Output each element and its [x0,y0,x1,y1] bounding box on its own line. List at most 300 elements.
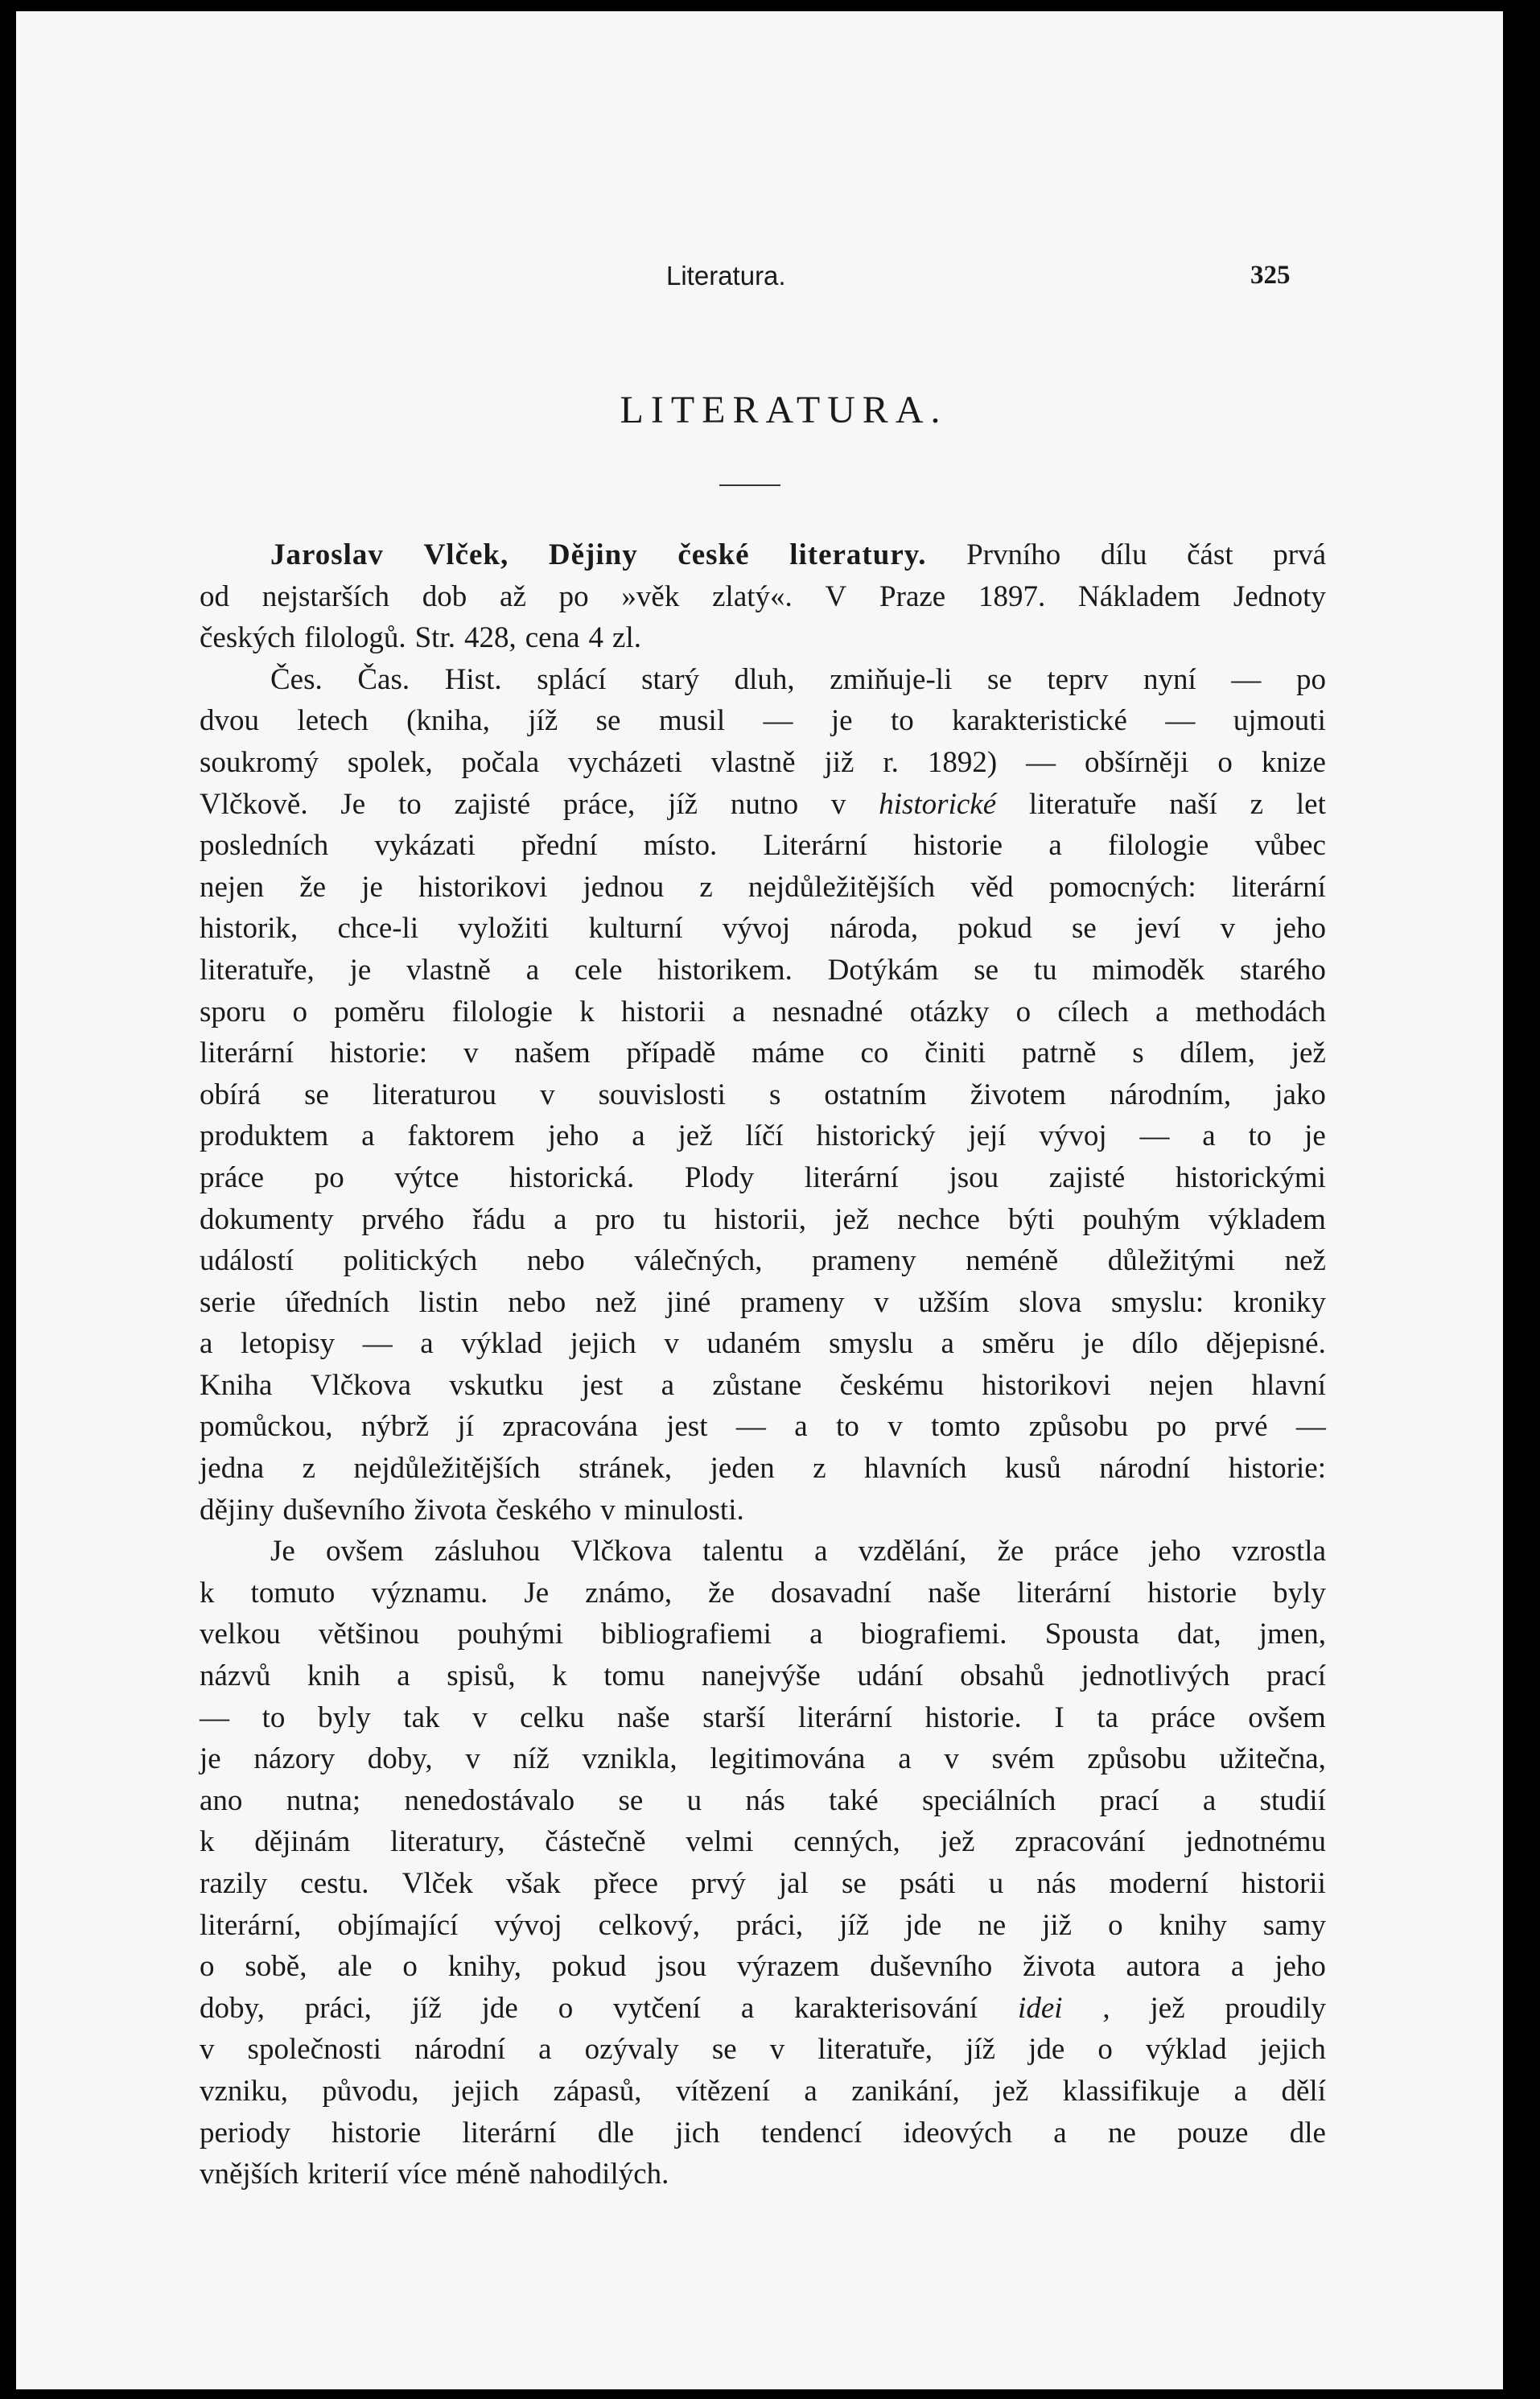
word: je [830,704,853,738]
word: nahodilých. [529,2158,669,2191]
word: a [941,1327,954,1361]
word: Čas. [357,662,410,696]
word: Nákladem [1078,579,1201,613]
word: z [302,1452,315,1486]
word: letech [297,704,369,738]
word: dějinám [254,1825,351,1859]
word: část [1187,538,1233,571]
word: speciálních [921,1783,1056,1817]
page-number: 325 [1250,261,1291,290]
text-line [200,1905,1326,1947]
word: ideových [903,2116,1013,2150]
citation-word: literatury. [789,538,927,571]
word: nás [1036,1867,1077,1900]
word: jich [675,2116,720,2150]
word: produktem [200,1119,329,1153]
word: o [1108,1908,1123,1942]
word: Vlčkova [570,1535,672,1568]
word: poměru [334,995,426,1028]
word: Kniha [200,1368,273,1402]
word: »věk [621,579,680,613]
word: (kniha, [406,704,490,738]
word: karakteristické [952,704,1127,738]
word: výrazem [736,1950,840,1984]
title-rule [719,484,780,486]
word: od [200,579,229,613]
word: a [809,1618,823,1651]
text-line [200,950,1326,991]
word: již [824,745,854,779]
word: autora [1126,1950,1200,1984]
word: pomůckou, [200,1410,333,1444]
word: zlatý«. [712,579,793,613]
word: historikovi [982,1368,1111,1402]
word: let [1295,787,1326,821]
word: V [825,579,847,613]
word: nebo [508,1285,566,1319]
word: prvý [691,1867,746,1900]
word: však [506,1867,561,1900]
word: níž [513,1742,550,1776]
text-line [200,2029,1326,2071]
word: pouhými [457,1618,564,1651]
word: I [1054,1700,1064,1734]
word: tak [403,1700,440,1734]
word: nesnadné [772,995,883,1028]
word: dvou [200,704,259,738]
word: důležitými [1107,1244,1236,1278]
word: biografiemi. [860,1618,1007,1651]
word: je [1304,1119,1326,1153]
word: spisů, [447,1659,516,1693]
word: jíž [668,787,698,821]
word: významu. [371,1576,488,1610]
word: — [1026,745,1056,779]
word: literární [1016,1576,1112,1610]
word: literární [797,1700,892,1734]
text-line [200,1240,1326,1282]
word: — [1139,1119,1170,1153]
word: listin [418,1285,479,1319]
word: obšírněji [1084,745,1189,779]
word: a [361,1119,375,1153]
word: a [1202,1783,1217,1817]
text-line [200,1157,1326,1199]
text-line [200,576,1326,618]
word: o [200,1950,215,1984]
word: Plody [684,1160,755,1194]
word: jeho [1274,1950,1326,1984]
word: jeho [1274,912,1326,946]
word: jsou [949,1160,999,1194]
word: duševního [282,1493,406,1527]
word: národa, [830,912,919,946]
word: Str. [414,621,455,655]
word: již [1042,1908,1073,1942]
word: doby, [367,1742,433,1776]
word: dle [1289,2116,1326,2150]
word: více [397,2158,447,2191]
word: vytčení [613,1991,701,2025]
word: býti [1008,1202,1055,1236]
word: v [664,1327,679,1361]
word: jednotlivých [1081,1659,1230,1693]
word: a [397,1659,410,1693]
word: stránek, [579,1452,673,1486]
word: vlastně [406,953,491,987]
word: cena [525,621,580,655]
word: užším [918,1285,990,1319]
word: pokud [551,1950,627,1984]
word: způsobu [1087,1742,1187,1776]
word: kusů [1004,1452,1061,1486]
word: Vlčkově. [200,787,308,821]
word: 1897. [978,579,1046,613]
word: dílem, [1180,1037,1255,1070]
word: prací [1099,1783,1159,1817]
text-line [200,1988,1326,2030]
word: dílo [1131,1327,1179,1361]
word: o [1015,995,1031,1028]
word: historická. [509,1160,635,1194]
text-line [200,1365,1326,1407]
text-line [200,1780,1326,1822]
word: dokumenty [200,1202,334,1236]
word: vznikla, [582,1742,677,1776]
word: historii [1241,1867,1326,1900]
word: knihy, [447,1950,521,1984]
word: historie [913,829,1003,863]
word: k [200,1576,215,1610]
word: jíž [528,704,558,738]
word: pouhým [1082,1202,1180,1236]
word: — [1231,662,1262,696]
word: a [525,953,540,987]
word: Vlček [401,1867,473,1900]
word: historikovi [418,870,548,904]
word: literaturou [372,1078,497,1111]
word: historie [1147,1576,1237,1610]
word: Dotýkám [827,953,939,987]
text-line [200,534,1326,576]
text-line [200,1946,1326,1988]
text-line [200,617,1326,659]
word: přece [593,1867,658,1900]
word: máme [751,1037,825,1070]
text-line [200,908,1326,950]
word: splácí [537,662,607,696]
word: života [414,1493,487,1527]
word: vůbec [1254,829,1326,863]
word: historickými [1175,1160,1326,1194]
word: jež [1291,1037,1326,1070]
word: velkou [200,1618,281,1651]
word: Je [524,1576,550,1610]
word: v [874,1285,889,1319]
word: sporu [200,995,266,1028]
word: z [699,870,713,904]
word: jejich [452,2074,520,2108]
word: nenedostávalo [404,1783,575,1817]
emphasis-word: historické [879,787,997,821]
word: literární, [200,1908,302,1942]
word: ne [978,1908,1007,1942]
text-line [200,1821,1326,1863]
word: a [1230,1950,1245,1984]
word: — [1165,704,1196,738]
word: celkový, [598,1908,700,1942]
word: a [420,1327,434,1361]
word: a [1155,995,1169,1028]
word: posledních [200,829,329,863]
word: zásluhou [434,1535,541,1568]
word: tomu [603,1659,665,1693]
word: a [814,1535,828,1568]
word: řádu [472,1202,526,1236]
word: nutna; [286,1783,361,1817]
word: Spousta [1044,1618,1139,1651]
word: o [292,995,307,1028]
word: soukromý [200,745,319,779]
word: života [1023,1950,1096,1984]
word: výklad [461,1327,542,1361]
word: chce-li [337,912,419,946]
word: minulosti. [624,1493,744,1527]
text-line [200,1282,1326,1324]
word: vzniku, [200,2074,288,2108]
word: — [763,704,793,738]
word: nanejvýše [701,1659,821,1693]
word: dějiny [200,1493,274,1527]
word: zajisté [454,787,531,821]
text-line [200,784,1326,826]
word: letopisy [241,1327,336,1361]
word: historie: [329,1037,428,1070]
word: národní [1099,1452,1191,1486]
word: přední [521,829,598,863]
word: společnosti [247,2033,382,2067]
review-body [200,534,1326,2195]
word: ozývaly [584,2033,679,2067]
word: vycházeti [568,745,682,779]
word: literatuře, [200,953,315,987]
word: filologů. [304,621,406,655]
word: v [540,1078,555,1111]
word: tu [663,1202,686,1236]
word: souvislosti [598,1078,726,1111]
word: a [661,1368,675,1402]
word: zpracování [1015,1825,1146,1859]
text-line [200,2071,1326,2113]
word: jeho [1149,1535,1201,1568]
word: se [986,662,1012,696]
word: že [997,1535,1024,1568]
word: historikem. [657,953,793,987]
word: literární [804,1160,899,1194]
word: a [740,1991,755,2025]
word: dělí [1281,2074,1326,2108]
word: o [1217,745,1233,779]
word: ujmouti [1233,704,1326,738]
word: národní [414,2033,506,2067]
word: nyní [1143,662,1196,696]
word: výtce [394,1160,459,1194]
citation-word: Dějiny [548,538,638,571]
word: nutno [730,787,799,821]
word: legitimována [710,1742,866,1776]
text-line [200,1614,1326,1655]
word: jednotnému [1185,1825,1326,1859]
word: jíž [966,2033,996,2067]
word: ostatním [824,1078,927,1111]
word: — [200,1700,229,1734]
word: neméně [966,1244,1059,1278]
word: ovšem [1248,1700,1326,1734]
word: starého [1240,953,1326,987]
word: knihy [1159,1908,1227,1942]
word: otázky [909,995,990,1028]
word: dob [422,579,467,613]
word: českých [200,621,296,655]
word: , [1102,1991,1110,2025]
word: ovšem [326,1535,404,1568]
word: cestu. [300,1867,369,1900]
word: psáti [899,1867,956,1900]
word: nejdůležitějších [747,870,936,904]
word: tu [1033,953,1057,987]
word: v [465,1742,480,1776]
text-line [200,1074,1326,1116]
word: jmen, [1258,1618,1326,1651]
word: dluh, [734,662,795,696]
word: periody [200,2116,291,2150]
paragraph [200,534,1326,659]
word: filologie [451,995,553,1028]
word: z [1250,787,1264,821]
word: Jednoty [1233,579,1326,613]
word: literární [200,1037,294,1070]
word: se [618,1783,644,1817]
text-line [200,1033,1326,1074]
word: v [944,1742,959,1776]
word: se [1071,912,1097,946]
word: naší [1169,787,1217,821]
word: jest [666,1410,708,1444]
word: než [595,1285,637,1319]
text-line [200,742,1326,784]
word: směru [982,1327,1055,1361]
word: smyslu: [1110,1285,1204,1319]
word: částečně [545,1825,646,1859]
word: způsobu [1028,1410,1129,1444]
word: historie: [1228,1452,1326,1486]
word: 1892) [927,745,998,779]
word: literatuře [1028,787,1137,821]
word: dle [597,2116,634,2150]
word: jíž [839,1908,870,1942]
word: velmi [686,1825,754,1859]
word: a [794,1410,808,1444]
word: méně [455,2158,521,2191]
word: jíž [411,1991,442,2025]
word: jedna [200,1452,265,1486]
word: vývoj [722,912,791,946]
word: místo. [643,829,718,863]
text-line [200,825,1326,867]
word: duševního [870,1950,993,1984]
word: o [402,1950,418,1984]
word: je [1082,1327,1105,1361]
word: zůstane [712,1368,802,1402]
word: v [463,1037,479,1070]
text-line [200,1573,1326,1614]
word: razily [200,1867,268,1900]
word: jejich [1259,2033,1326,2067]
word: a [804,2074,817,2108]
word: nechce [897,1202,980,1236]
word: naše [616,1700,670,1734]
word: prvého [361,1202,445,1236]
word: historie. [924,1700,1022,1734]
word: po [314,1160,344,1194]
word: smyslu [829,1327,913,1361]
word: to [261,1700,286,1734]
word: jako [1274,1078,1326,1111]
word: že [708,1576,735,1610]
text-line [200,1655,1326,1697]
word: je [361,870,383,904]
word: nejdůležitějších [353,1452,541,1486]
word: u [988,1867,1004,1900]
word: po [1156,1410,1187,1444]
word: faktorem [407,1119,515,1153]
word: Literární [763,829,867,863]
word: k [552,1659,567,1693]
word: jež [1150,1991,1185,2025]
paragraph [200,659,1326,1531]
word: vyložiti [458,912,550,946]
word: zápasů, [553,2074,642,2108]
running-title: Literatura. [666,261,786,291]
word: pomocných: [1048,870,1196,904]
word: věd [970,870,1014,904]
word: prameny [812,1244,916,1278]
word: vykázati [374,829,476,863]
word: moderní [1109,1867,1209,1900]
text-line [200,1199,1326,1241]
paragraph [200,1531,1326,2195]
word: u [686,1783,702,1817]
text-line [200,1448,1326,1490]
word: v [887,1410,903,1444]
word: cílech [1057,995,1129,1028]
word: a [538,2033,552,2067]
running-head [16,261,1503,296]
word: vývoj [494,1908,562,1942]
word: to [398,787,422,821]
word: historie [331,2116,422,2150]
word: Praze [879,579,946,613]
word: užitečna, [1219,1742,1326,1776]
word: počala [461,745,540,779]
word: se [595,704,621,738]
word: k [200,1825,215,1859]
word: v [600,1493,616,1527]
word: českého [496,1493,592,1527]
word: proudily [1225,1991,1326,2025]
word: zanikání, [851,2074,960,2108]
word: hlavní [1251,1368,1326,1402]
